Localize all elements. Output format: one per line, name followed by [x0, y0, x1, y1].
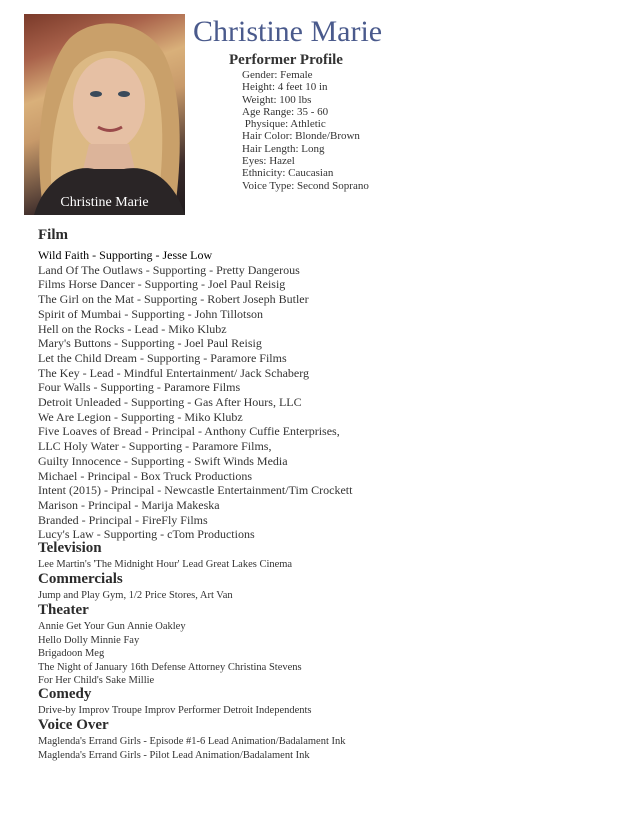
list-item: Branded - Principal - FireFly Films [38, 512, 208, 527]
television-list [38, 558, 292, 572]
attribute-hair-color: Hair Color: Blonde/Brown [242, 130, 360, 143]
attribute-voice-type: Voice Type: Second Soprano [242, 179, 369, 192]
section-title-commercials: Commercials [38, 571, 123, 587]
attribute-gender: Gender: Female [242, 69, 313, 81]
profile-heading: Performer Profile [229, 52, 343, 68]
list-item: Let the Child Dream - Supporting - Paramore Films [38, 350, 287, 365]
list-item: Brigadoon Meg [38, 648, 105, 659]
film-list [38, 248, 352, 542]
headshot-portrait-illustration [24, 14, 185, 215]
list-item: Lucy's Law - Supporting - cTom Productions [38, 527, 255, 542]
section-title-film: Film [38, 227, 68, 243]
list-item: The Night of January 16th Defense Attorney Christina Stevens [38, 661, 302, 673]
list-item: For Her Child's Sake Millie [38, 675, 155, 686]
attribute-list [242, 69, 369, 192]
list-item: Intent (2015) - Principal - Newcastle Entertainment/Tim Crockett [38, 483, 353, 498]
list-item: Detroit Unleaded - Supporting - Gas After Hours, LLC [38, 395, 302, 410]
list-item: Films Horse Dancer - Supporting - Joel Paul Reisig [38, 277, 286, 292]
commercials-list [38, 589, 233, 603]
list-item: Four Walls - Supporting - Paramore Films [38, 380, 241, 395]
list-item: Marison - Principal - Marija Makeska [38, 497, 220, 512]
headshot-caption: Christine Marie [60, 195, 149, 210]
voice-over-list [38, 735, 345, 762]
list-item: Maglenda's Errand Girls - Episode #1-6 Lead Animation/Badalament Ink [38, 736, 346, 747]
attribute-eyes: Eyes: Hazel [242, 155, 295, 168]
section-title-theater: Theater [38, 602, 89, 618]
list-item: Hell on the Rocks - Lead - Miko Klubz [38, 321, 227, 336]
attribute-hair-length: Hair Length: Long [242, 142, 325, 155]
attribute-height: Height: 4 feet 10 in [242, 81, 328, 94]
list-item: Mary's Buttons - Supporting - Joel Paul Reisig [38, 336, 262, 351]
list-item: Lee Martin's 'The Midnight Hour' Lead Great Lakes Cinema [38, 559, 293, 570]
section-title-comedy: Comedy [38, 686, 92, 702]
theater-list [38, 620, 302, 688]
list-item: Spirit of Mumbai - Supporting - John Tillotson [38, 306, 264, 321]
attribute-weight: Weight: 100 lbs [242, 93, 312, 106]
section-title-voice-over: Voice Over [38, 717, 109, 733]
list-item: Maglenda's Errand Girls - Pilot Lead Animation/Badalament Ink [38, 749, 310, 761]
list-item: We Are Legion - Supporting - Miko Klubz [38, 409, 243, 424]
list-item: Annie Get Your Gun Annie Oakley [38, 621, 186, 632]
performer-name: Christine Marie [193, 15, 383, 48]
list-item: Wild Faith - Supporting - Jesse Low [38, 248, 213, 262]
attribute-physique: Physique: Athletic [242, 118, 326, 131]
list-item: Five Loaves of Bread - Principal - Anthony Cuffie Enterprises, [38, 424, 340, 439]
list-item: The Key - Lead - Mindful Entertainment/ Jack Schaberg [38, 365, 310, 380]
attribute-age-range: Age Range: 35 - 60 [242, 105, 329, 118]
list-item: The Girl on the Mat - Supporting - Robert Joseph Butler [38, 292, 309, 307]
list-item: Jump and Play Gym, 1/2 Price Stores, Art Van [38, 590, 233, 601]
list-item: Guilty Innocence - Supporting - Swift Winds Media [38, 453, 288, 468]
list-item: Hello Dolly Minnie Fay [38, 634, 140, 646]
list-item: Michael - Principal - Box Truck Productions [38, 468, 252, 483]
section-title-television: Television [38, 540, 102, 556]
list-item: Drive-by Improv Troupe Improv Performer Detroit Independents [38, 705, 312, 716]
headshot-photo [24, 14, 185, 215]
list-item: LLC Holy Water - Supporting - Paramore Films, [38, 439, 272, 454]
attribute-ethnicity: Ethnicity: Caucasian [242, 167, 334, 180]
comedy-list [38, 704, 312, 718]
list-item: Land Of The Outlaws - Supporting - Pretty Dangerous [38, 262, 300, 277]
